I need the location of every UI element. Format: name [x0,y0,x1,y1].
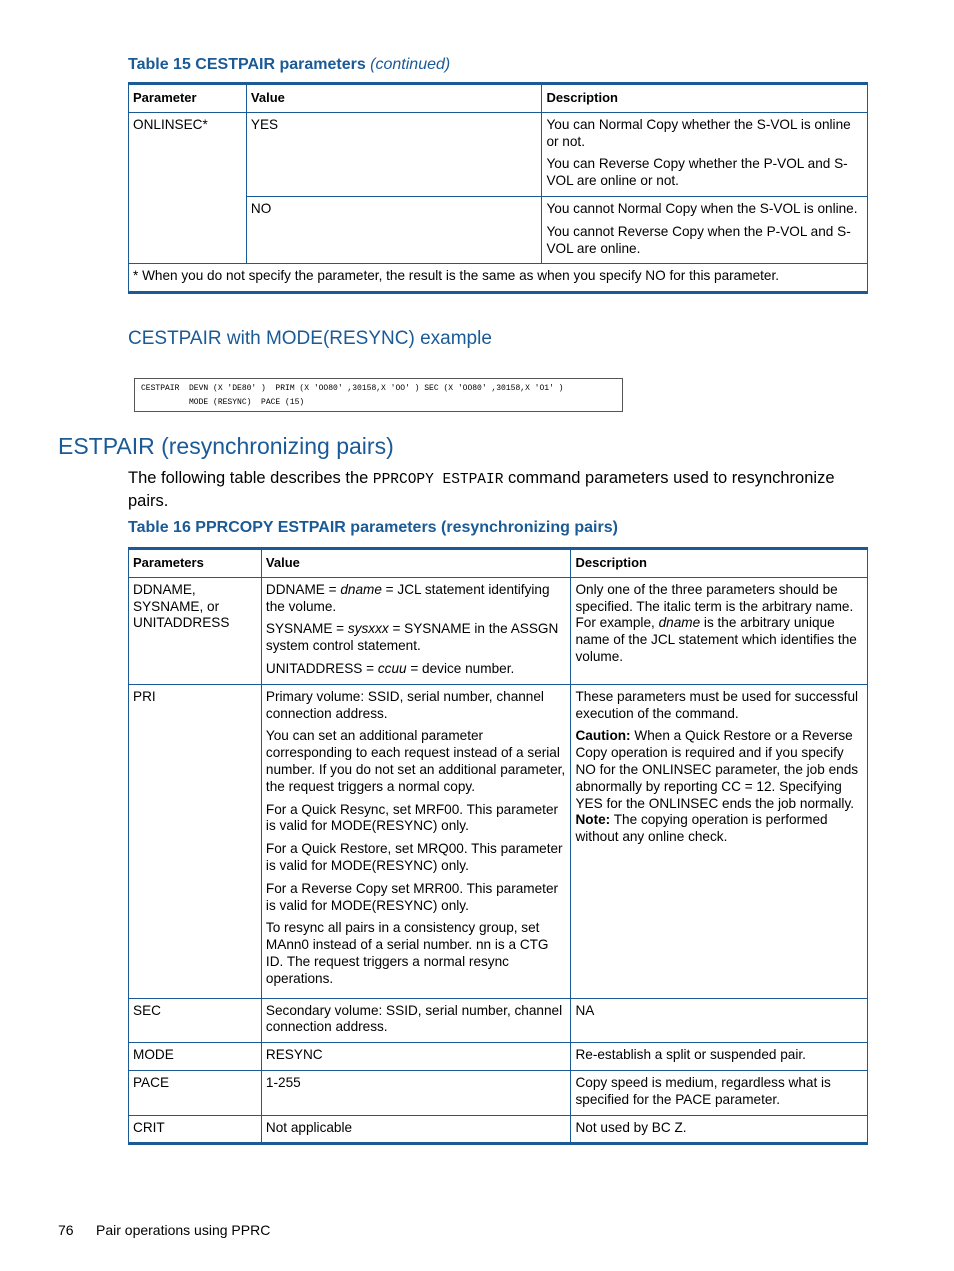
column-header: Value [261,549,571,578]
value-text: For a Quick Resync, set MRF00. This parameter is valid for MODE(RESYNC) only. [265,801,559,834]
value-cell [261,577,571,684]
value-text: DDNAME = dname = JCL statement identifying the volume. [265,581,550,614]
value-text: Primary volume: SSID, serial number, channel connection address. [265,688,544,721]
value-text: For a Quick Restore, set MRQ00. This parameter is valid for MODE(RESYNC) only. [265,841,563,873]
param-cell: ONLINSEC* [129,112,247,264]
intro-text: The following table describes the [128,469,373,487]
table-row [129,1070,868,1115]
table-footnote-row [129,264,868,293]
table-15 [128,82,868,294]
value-cell [261,684,571,998]
description-cell: NA [571,998,868,1043]
description-text: You can Reverse Copy whether the P-VOL and S-VOL are online or not. [546,156,848,189]
param-cell: DDNAME, SYSNAME, or UNITADDRESS [129,577,262,684]
param-cell: SEC [129,998,262,1043]
column-header: Description [571,549,868,578]
param-cell: CRIT [129,1115,262,1144]
column-header: Parameters [129,549,262,578]
description-text: These parameters must be used for successful execution of the command. [575,688,859,721]
code-line: CESTPAIR DEVN (X 'DE80' ) PRIM (X 'OO80' ,30158,X 'OO' ) SEC (X 'OO80' ,30158,X 'O1' ) [141,384,564,393]
value-cell: 1-255 [261,1070,571,1115]
footer-text: Pair operations using PPRC [96,1222,271,1238]
page-number: 76 [58,1222,74,1238]
value-cell: Not applicable [261,1115,571,1144]
page-footer [58,1222,270,1238]
table-row [129,1115,868,1144]
table-16 [128,547,868,1145]
intro-paragraph [128,468,873,512]
description-cell: Re-establish a split or suspended pair. [571,1043,868,1071]
description-cell: Copy speed is medium, regardless what is specified for the PACE parameter. [571,1070,868,1115]
column-header: Value [246,84,542,113]
param-cell: PRI [129,684,262,998]
description-text: You cannot Normal Copy when the S-VOL is online. [546,200,858,216]
code-example [134,378,623,412]
table-header-row [129,549,868,578]
table-row [129,577,868,684]
command-name: PPRCOPY ESTPAIR [372,472,504,488]
table-16-caption: Table 16 PPRCOPY ESTPAIR parameters (resynchronizing pairs) [128,519,618,536]
table-15-caption-title: Table 15 CESTPAIR parameters [128,56,366,73]
description-cell: Not used by BC Z. [571,1115,868,1144]
intro-text: command parameters used to resynchronize pairs. [128,469,835,510]
description-text: You can Normal Copy whether the S-VOL is online or not. [546,116,851,149]
value-cell: RESYNC [261,1043,571,1071]
table-row [129,112,868,196]
description-cell: Only one of the three parameters should be specified. The italic term is the arbitrary name. For example, dname is the arbitrary unique name of the JCL statement which identifies the volume. [571,577,868,684]
table-row [129,998,868,1043]
table-footnote: * When you do not specify the parameter, the result is the same as when you specify NO for this parameter. [129,264,868,293]
column-header: Parameter [129,84,247,113]
value-cell: NO [246,196,542,263]
value-text: To resync all pairs in a consistency group, set MAnn0 instead of a serial number. nn is a CTG ID. The request triggers a normal resync operations. [265,920,549,986]
value-cell: Secondary volume: SSID, serial number, channel connection address. [261,998,571,1043]
value-text: You can set an additional parameter corresponding to each request instead of a serial number. If you do not set an additional parameter, the request triggers a normal copy. [265,728,566,794]
value-text: For a Reverse Copy set MRR00. This parameter is valid for MODE(RESYNC) only. [265,880,559,913]
param-cell: PACE [129,1070,262,1115]
description-cell [542,196,868,263]
code-line: MODE (RESYNC) PACE (15) [141,398,305,407]
table-row [129,684,868,998]
table-15-caption [128,56,450,74]
table-header-row [129,84,868,113]
column-header: Description [542,84,868,113]
value-text: SYSNAME = sysxxx = SYSNAME in the ASSGN system control statement. [265,621,559,654]
description-cell [542,112,868,196]
table-15-caption-continued: (continued) [370,56,451,73]
description-text: You cannot Reverse Copy when the P-VOL and S-VOL are online. [546,223,851,256]
section-heading: ESTPAIR (resynchronizing pairs) [58,433,394,459]
value-cell: YES [246,112,542,196]
param-cell: MODE [129,1043,262,1071]
description-cell [571,684,868,998]
table-row [129,1043,868,1071]
value-text: UNITADDRESS = ccuu = device number. [265,660,515,676]
example-heading: CESTPAIR with MODE(RESYNC) example [128,328,492,349]
caution-text: Caution: When a Quick Restore or a Reverse Copy operation is required and if you specify NO for the ONLINSEC parameter, the job ends abnormally by reporting CC = 12. Specifying YES for the ONLINSEC ends the job normally. Note: The copying operation is performed without any online check. [575,728,859,845]
